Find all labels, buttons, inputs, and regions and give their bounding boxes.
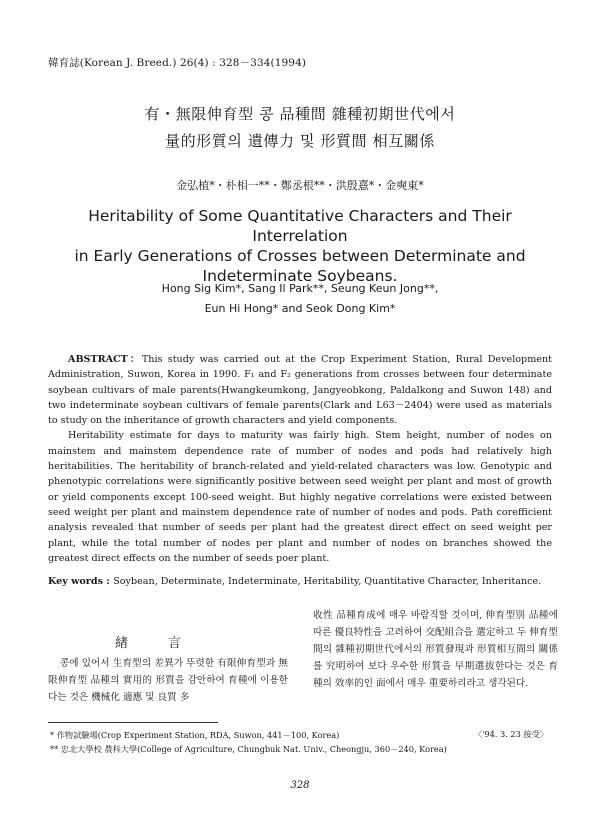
- footnote-2: ** 忠北大學校 農科大學(College of Agriculture, Chungbuk Nat. Univ., Cheongju, 360－240, Korea): [50, 744, 447, 754]
- abstract-text-1: This study was carried out at the Crop Experiment Station, Rural Development Administration, Suwon, Korea in 1990. F₁ and F₂ generations from crosses between four determinate soybean cultivars of male parents(Hwangkeumkong, Jangyeobkong, Paldalkong and Suwon 148) and two indeterminate soybean cultivars of female parents(Clark and L63－2404) were used as materials to study on the inheritance of growth characters and yield components.: [48, 354, 553, 427]
- right-column: [313, 607, 558, 692]
- english-title-line-1: Heritability of Some Quantitative Characters and Their Interrelation: [88, 207, 512, 245]
- abstract: [48, 352, 552, 566]
- left-column: [48, 655, 288, 706]
- korean-authors: 金弘植*・朴相一**・鄭丞根**・洪殷憙*・金奭東*: [176, 179, 424, 192]
- received-date: 〈'94. 3. 23 接受〉: [473, 729, 548, 739]
- english-authors: [40, 279, 560, 319]
- english-authors-line-2: Eun Hi Hong* and Seok Dong Kim*: [204, 302, 396, 315]
- english-authors-line-1: Hong Sig Kim*, Sang Il Park**, Seung Keun Jong**,: [161, 282, 439, 295]
- abstract-paragraph-2: Heritability estimate for days to maturity was fairly high. Stem height, number of nodes on mainstem and mainstem dependence rate of number of nodes and pods had relatively high heritabilities. The heritability of branch-related and yield-related characters was low. Genotypic and phenotypic correlations were significantly positive between seed weight per plant and most of growth or yield components except 100-seed weight. But highly negative correlations were existed between seed weight per plant and mainstem dependence rate of number of nodes and pods. Path corefficient analysis revealed that number of seeds per plant had the greatest direct effect on seed weight per plant, while the total number of nodes per plant and number of nodes on branches showed the greatest direct effects on the number of seeds poer plant.: [48, 430, 552, 564]
- english-title-line-2: in Early Generations of Crosses between Determinate and: [74, 247, 526, 265]
- abstract-paragraph-1: ABSTRACT：This study was carried out at the Crop Experiment Station, Rural Development Administration, Suwon, Korea in 1990. F₁ and F₂ generations from crosses between four determinate soybean cultivars of male parents(Hwangkeumkong, Jangyeobkong, Paldalkong and Suwon 148) and two indeterminate soybean cultivars of female parents(Clark and L63－2404) were used as materials to study on the inheritance of growth characters and yield components.: [48, 354, 553, 427]
- page-number: 328: [290, 780, 310, 791]
- korean-title-line-2: 量的形質의 遺傳力 및 形質間 相互關係: [164, 132, 436, 150]
- keywords-text: Soybean, Determinate, Indeterminate, Heritability, Quantitative Character, Inheritance.: [113, 576, 542, 587]
- keywords-label: Key words: [48, 576, 103, 587]
- english-title: [40, 206, 560, 286]
- footnote-divider: [48, 722, 218, 723]
- section-heading-introduction: 緖言: [114, 636, 221, 651]
- right-column-text: 收性 品種育成에 매우 바람직할 것이며, 伸育型別 品種에 따른 優良特性을 고려하여 交配組合을 選定하고 두 伸育型間의 雜種初期世代에서의 形質發現과 形質相互間의 關係를 究明하여 보다 우수한 形質을 早期選拔한다는 것은 育種의 效率的인 面에서 매우 重要하리라고 생각된다.: [313, 610, 558, 689]
- journal-citation: 韓育誌(Korean J. Breed.) 26(4) : 328－334(1994): [48, 57, 307, 69]
- footnote-1: * 作物試驗場(Crop Experiment Station, RDA, Suwon, 441－100, Korea): [50, 730, 340, 740]
- left-column-text: 콩에 있어서 生育型의 差異가 뚜렷한 有限伸育型과 無限伸育型 品種의 實用的 形質을 감안하여 育種에 이용한다는 것은 機械化 適應 및 良質 多: [48, 658, 288, 703]
- english-title-line-3: Indeterminate Soybeans.: [202, 267, 398, 285]
- keywords: Key words : Soybean, Determinate, Indeterminate, Heritability, Quantitative Character, Inheritance.: [48, 576, 542, 587]
- abstract-label: ABSTRACT: [68, 354, 128, 365]
- korean-title-line-1: 有・無限伸育型 콩 品種間 雜種初期世代에서: [144, 105, 456, 123]
